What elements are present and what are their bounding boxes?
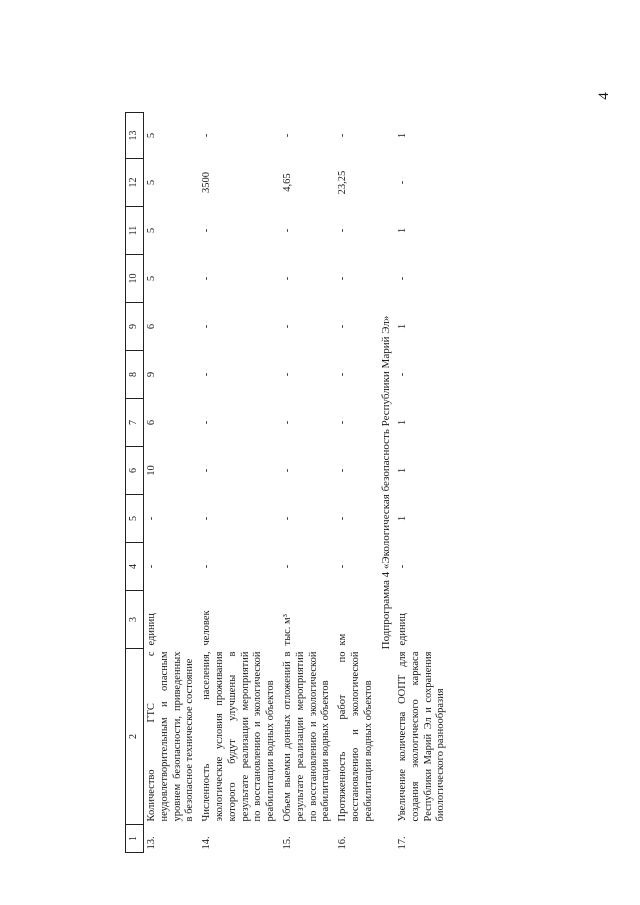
indicator-value: - [337, 228, 349, 233]
row-number: 16. [337, 836, 349, 850]
indicator-value: - [337, 324, 349, 329]
indicator-name: Количество ГТС с неудовлетворительным и опасным уровнем безопасности, приведенных в безопасное техническое состояние [146, 651, 196, 822]
indicator-value: - [281, 133, 293, 138]
indicator-name: Увеличение количества ООПТ для создания экологического каркаса Республики Марий Эл и сохранения биологического разнообразия [396, 651, 447, 822]
indicator-value: - [281, 420, 293, 425]
indicator-value: 23,25 [337, 170, 349, 195]
column-number: 9 [126, 303, 144, 351]
indicator-value: - [337, 564, 349, 569]
subprogram-row [378, 113, 395, 853]
column-number: 6 [126, 447, 144, 495]
indicator-value: - [201, 516, 213, 521]
indicator-value: 1 [396, 132, 408, 139]
indicator-value: - [337, 372, 349, 377]
indicator-value: 6 [146, 323, 157, 330]
indicator-value: 9 [146, 371, 157, 378]
indicator-value: - [337, 516, 349, 521]
indicator-value: 4,65 [281, 173, 293, 192]
column-number: 10 [126, 255, 144, 303]
indicator-value: - [201, 372, 213, 377]
indicator-value: - [201, 564, 213, 569]
indicator-value: - [337, 276, 349, 281]
row-number: 15. [281, 836, 293, 850]
page-number: 4 [596, 92, 612, 100]
row-number: 13. [146, 836, 157, 850]
indicator-value: - [281, 516, 293, 521]
indicator-value: - [281, 324, 293, 329]
indicator-value: - [201, 324, 213, 329]
indicator-value: 5 [146, 275, 157, 282]
indicator-value: - [337, 468, 349, 473]
indicator-value: - [396, 276, 408, 281]
row-number: 14. [201, 836, 213, 850]
unit-of-measure: единиц [396, 613, 408, 646]
indicator-value: - [146, 516, 157, 521]
indicator-value: 5 [146, 227, 157, 234]
indicator-value: 3500 [201, 172, 213, 193]
indicator-value: 5 [146, 179, 157, 186]
row-number: 17. [396, 836, 408, 850]
indicator-value: 6 [146, 419, 157, 426]
indicator-value: - [396, 564, 408, 569]
column-number: 12 [126, 159, 144, 207]
indicator-value: 1 [396, 467, 408, 474]
indicator-value: - [396, 372, 408, 377]
indicator-value: - [201, 468, 213, 473]
column-number: 4 [126, 543, 144, 591]
column-number-row [126, 113, 144, 853]
indicator-value: - [281, 276, 293, 281]
indicator-value: - [281, 468, 293, 473]
unit-of-measure: км [337, 633, 349, 646]
column-number: 8 [126, 351, 144, 399]
column-number: 13 [126, 113, 144, 159]
indicator-value: 1 [396, 515, 408, 522]
indicator-value: - [281, 228, 293, 233]
column-number: 2 [126, 649, 144, 825]
indicator-value: - [337, 133, 349, 138]
indicator-value: - [281, 564, 293, 569]
indicators-grid [125, 112, 450, 853]
indicator-name: Численность населения, экологические условия проживания которого будут улучшены в результате реализации мероприятий по восстановлению и экологической реабилитации водных объектов [201, 651, 277, 822]
indicator-name: Протяженность работ по восстановлению и экологической реабилитации водных объектов [337, 651, 374, 822]
table-body-after [395, 113, 450, 853]
subprogram-title: Подпрограмма 4 «Экологическая безопасность Республики Марий Эл» [379, 315, 392, 650]
indicator-value: 1 [396, 419, 408, 426]
indicator-value: - [201, 420, 213, 425]
unit-of-measure: тыс. м³ [281, 614, 293, 646]
table-row [280, 113, 335, 853]
indicator-name: Объем выемки донных отложений в результате реализации мероприятий по восстановлению и экологической реабилитации водных объектов [281, 651, 332, 822]
column-number: 3 [126, 591, 144, 649]
unit-of-measure: человек [201, 610, 213, 646]
table-row [199, 113, 280, 853]
indicator-value: 1 [396, 323, 408, 330]
indicator-value: 1 [396, 227, 408, 234]
unit-of-measure: единиц [146, 613, 157, 646]
table-row [395, 113, 450, 853]
indicator-value: - [201, 276, 213, 281]
indicators-table [125, 113, 535, 853]
column-number: 5 [126, 495, 144, 543]
indicator-value: - [201, 133, 213, 138]
indicator-value: - [201, 228, 213, 233]
column-number: 11 [126, 207, 144, 255]
indicator-value: - [337, 420, 349, 425]
indicator-value: - [396, 180, 408, 185]
table-body [144, 113, 378, 853]
indicator-value: 5 [146, 132, 157, 139]
indicator-value: - [146, 564, 157, 569]
table-row [335, 113, 377, 853]
column-number: 7 [126, 399, 144, 447]
indicator-value: 10 [146, 465, 157, 476]
indicator-value: - [281, 372, 293, 377]
column-number: 1 [126, 825, 144, 853]
table-row [144, 113, 200, 853]
